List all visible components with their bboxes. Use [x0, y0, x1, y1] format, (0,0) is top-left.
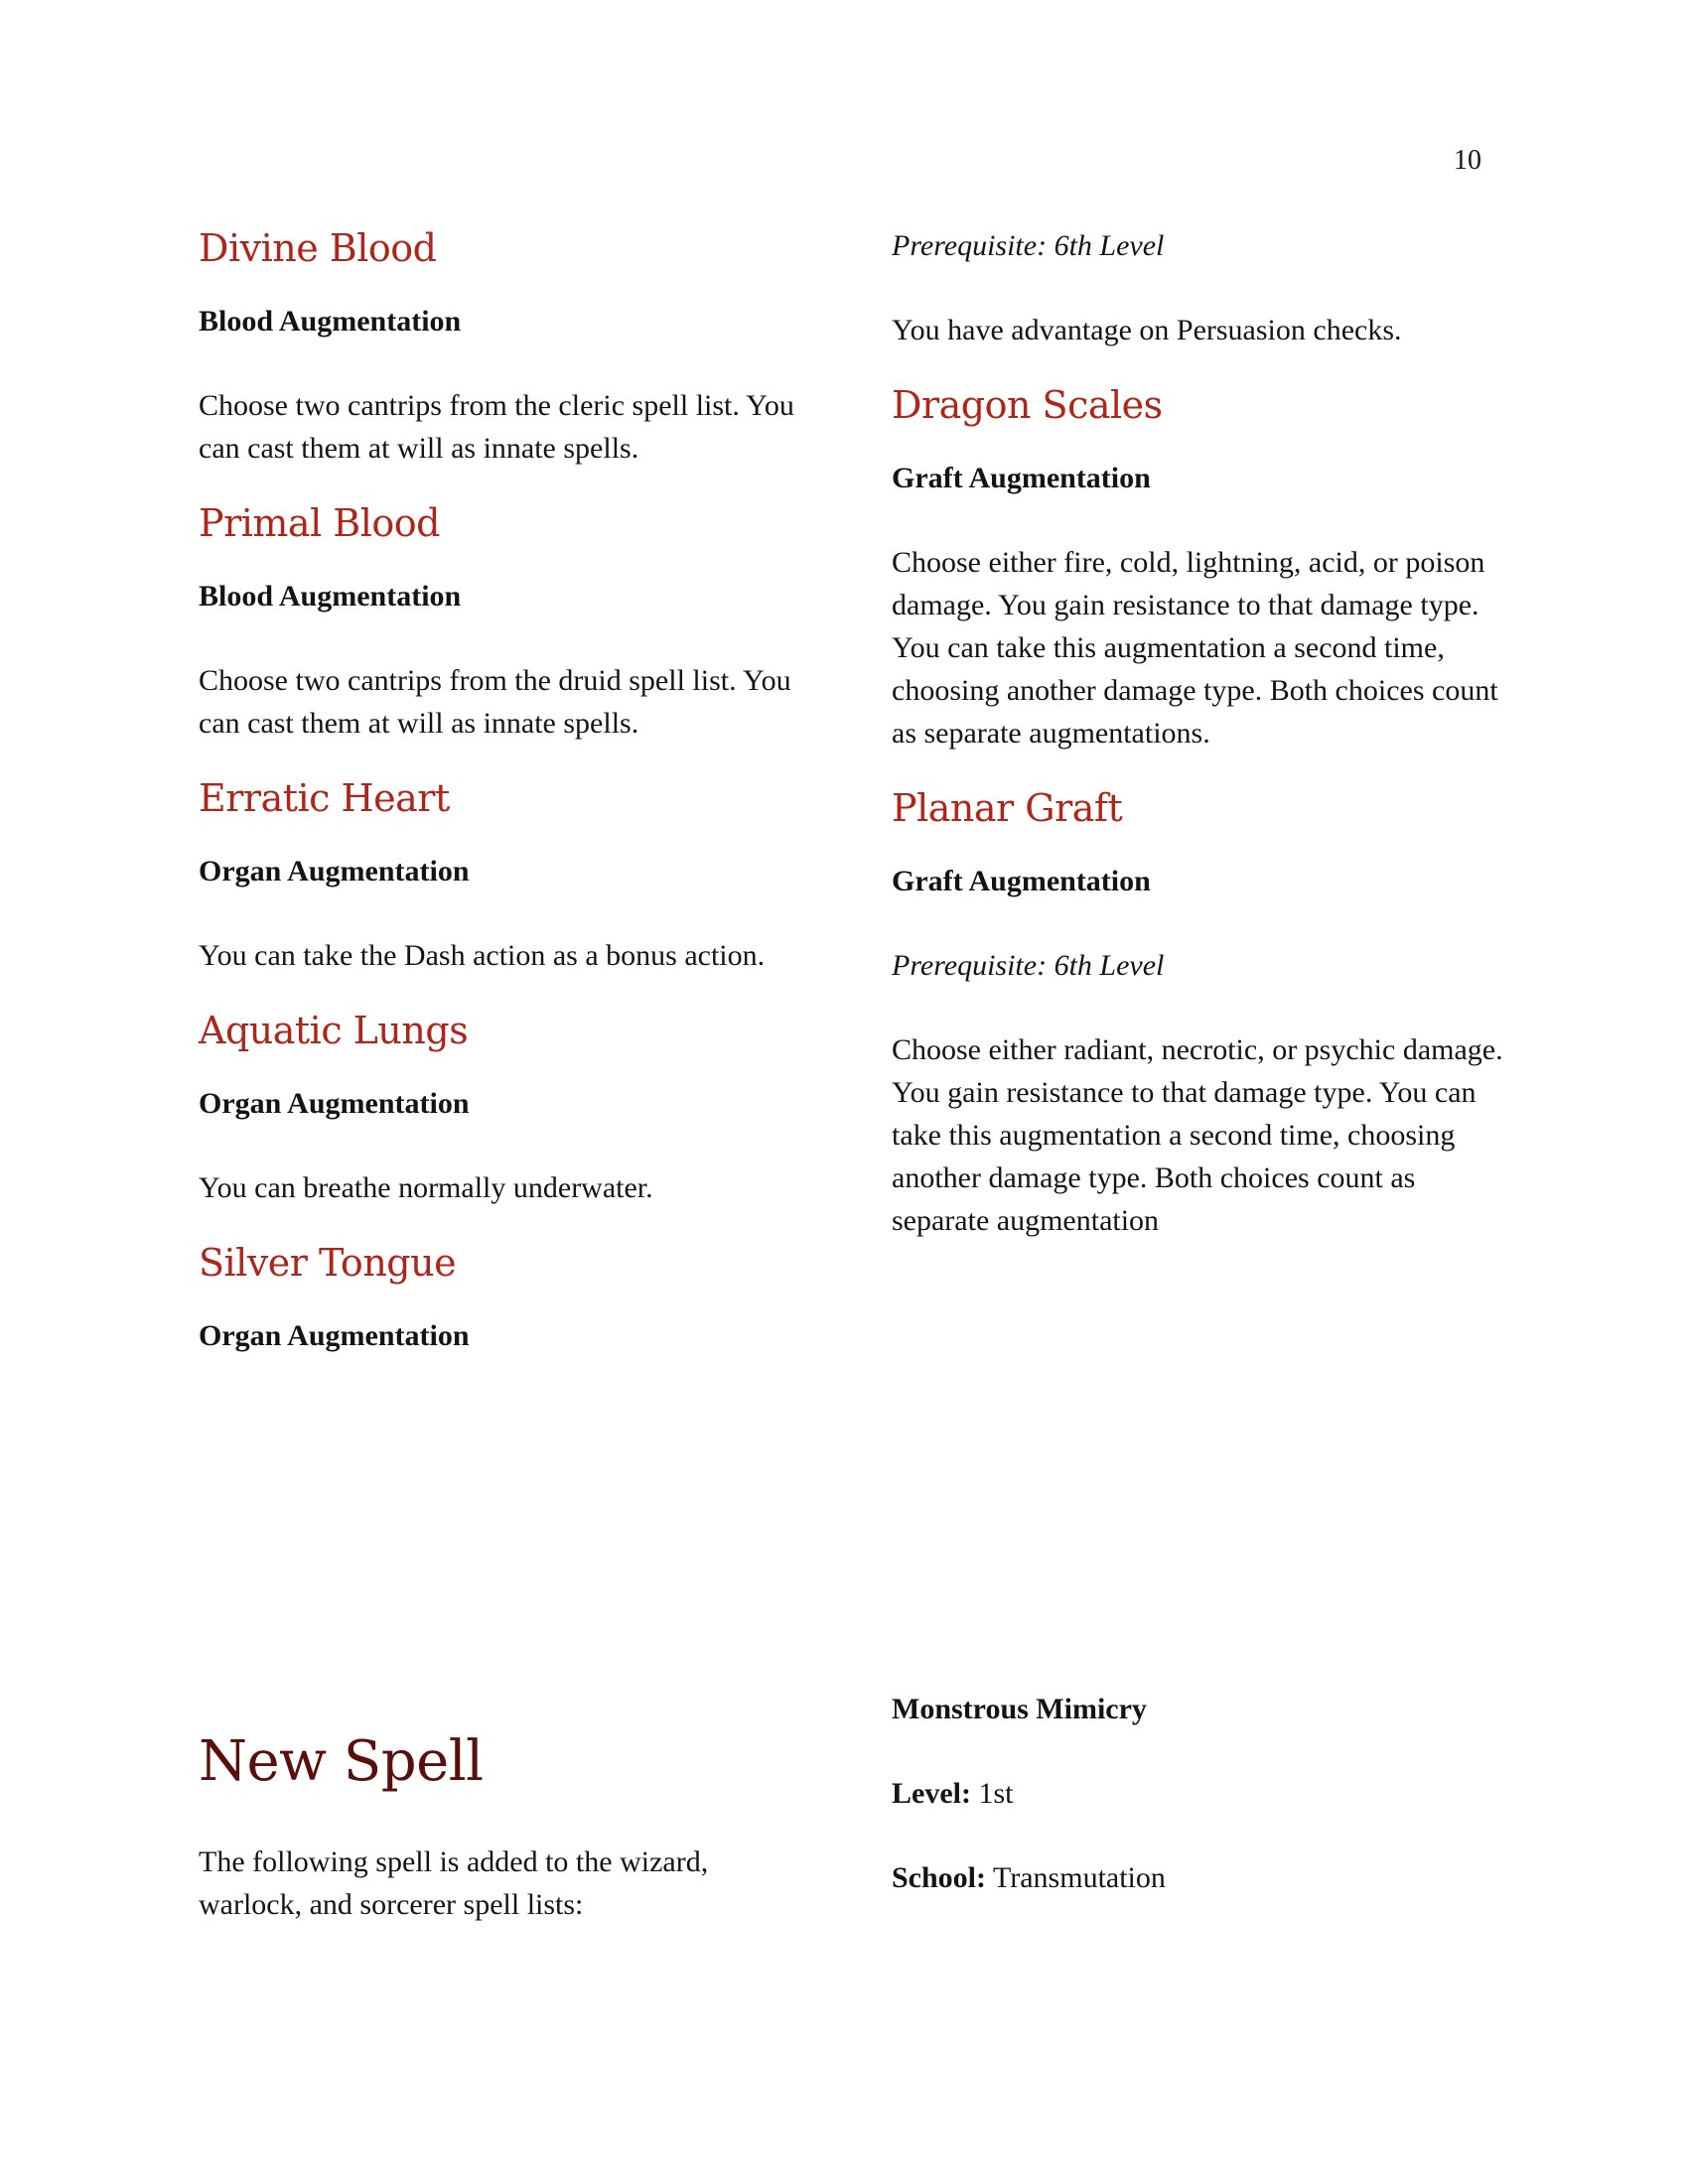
- augmentation-type: Organ Augmentation: [199, 1319, 470, 1352]
- augmentation-title: Dragon Scales: [892, 383, 1163, 427]
- new-spell-intro: The following spell is added to the wizard, warlock, and sorcerer spell lists:: [199, 1845, 709, 1921]
- new-spell-section: [199, 1727, 814, 1954]
- augmentation-silver-tongue: [199, 1237, 814, 1357]
- augmentation-dragon-scales: [892, 379, 1507, 754]
- augmentation-description: Choose either radiant, necrotic, or psychic damage. You gain resistance to that damage type. You can take this augmentation a second time, choosing another damage type. Both choices count as separate augmentation: [892, 1033, 1503, 1237]
- section-title: New Spell: [199, 1729, 484, 1794]
- augmentation-aquatic-lungs: [199, 1005, 814, 1209]
- spell-school-label: School:: [892, 1861, 987, 1894]
- augmentation-title: Erratic Heart: [199, 776, 450, 820]
- augmentation-description: You have advantage on Persuasion checks.: [892, 314, 1402, 346]
- augmentation-silver-tongue-continued: [892, 224, 1507, 351]
- augmentation-title: Divine Blood: [199, 226, 437, 270]
- augmentation-type: Blood Augmentation: [199, 305, 462, 338]
- augmentation-title: Silver Tongue: [199, 1241, 457, 1285]
- augmentation-type: Organ Augmentation: [199, 855, 470, 887]
- page-number: 10: [1454, 145, 1481, 176]
- augmentation-prerequisite: Prerequisite: 6th Level: [892, 949, 1165, 982]
- augmentation-erratic-heart: [199, 772, 814, 977]
- augmentation-description: You can breathe normally underwater.: [199, 1171, 653, 1204]
- augmentation-title: Aquatic Lungs: [199, 1009, 469, 1052]
- augmentation-title: Primal Blood: [199, 501, 440, 545]
- spell-school: [892, 1856, 1507, 1899]
- augmentation-description: Choose two cantrips from the cleric spell list. You can cast them at will as innate spells.: [199, 389, 794, 465]
- augmentation-divine-blood: [199, 222, 814, 470]
- spell-school-value: Transmutation: [992, 1861, 1166, 1894]
- augmentation-prerequisite: Prerequisite: 6th Level: [892, 229, 1165, 262]
- spell-name: Monstrous Mimicry: [892, 1693, 1147, 1725]
- spell-level-label: Level:: [892, 1777, 971, 1810]
- right-column: [892, 222, 1507, 1270]
- spell-stat-block: [892, 1688, 1507, 1941]
- augmentation-description: You can take the Dash action as a bonus action.: [199, 939, 766, 972]
- augmentation-description: Choose either fire, cold, lightning, acid, or poison damage. You gain resistance to that damage type. You can take this augmentation a second time, choosing another damage type. Both choices count as separate augmentations.: [892, 546, 1498, 750]
- spell-level-value: 1st: [978, 1777, 1014, 1810]
- augmentation-type: Graft Augmentation: [892, 462, 1151, 494]
- augmentation-planar-graft: [892, 782, 1507, 1242]
- augmentation-type: Organ Augmentation: [199, 1087, 470, 1120]
- spell-level: [892, 1772, 1507, 1815]
- augmentation-title: Planar Graft: [892, 786, 1123, 830]
- augmentation-type: Blood Augmentation: [199, 580, 462, 613]
- left-column: [199, 222, 814, 1399]
- augmentation-primal-blood: [199, 497, 814, 745]
- augmentation-type: Graft Augmentation: [892, 865, 1151, 897]
- augmentation-description: Choose two cantrips from the druid spell list. You can cast them at will as innate spells.: [199, 664, 791, 740]
